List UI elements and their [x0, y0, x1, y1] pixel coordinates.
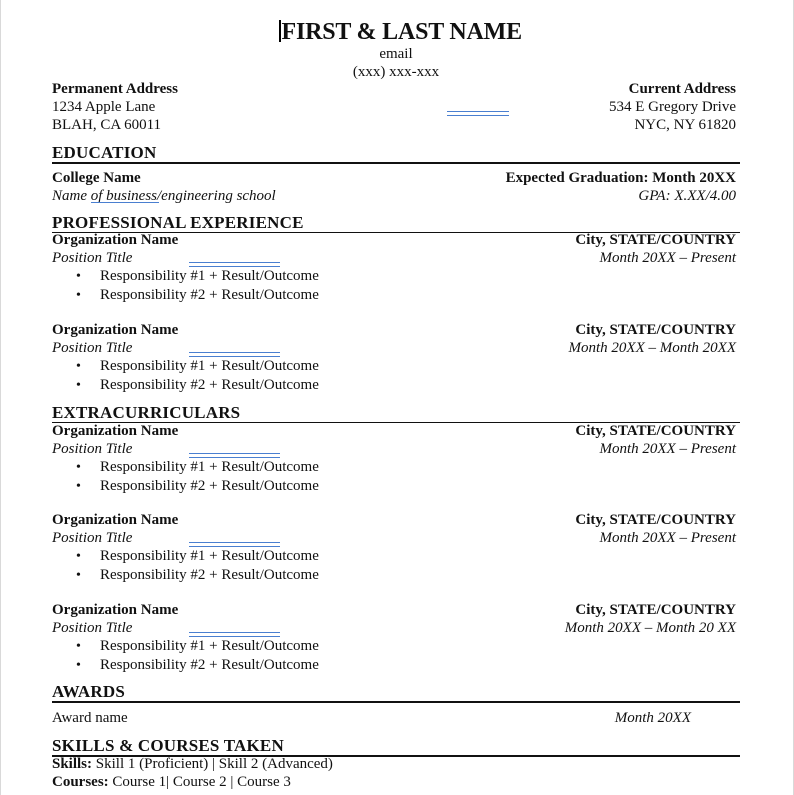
extra2-dates: Month 20XX – Present — [599, 530, 736, 546]
exp1-dates: Month 20XX – Present — [599, 250, 736, 266]
skills-row — [52, 756, 736, 774]
bullet-item: • Responsibility #2 + Result/Outcome — [76, 477, 319, 496]
award-row — [52, 710, 736, 728]
exp1-row2 — [52, 250, 736, 268]
exp2-row1 — [52, 322, 736, 340]
name-heading[interactable] — [279, 19, 522, 46]
permanent-address-label: Permanent Address — [52, 81, 178, 97]
exp1-position: Position Title — [52, 250, 133, 266]
email-line: email — [379, 46, 413, 62]
skills-line — [52, 756, 333, 773]
extra2-position: Position Title — [52, 530, 133, 546]
bullet-item: • Responsibility #1 + Result/Outcome — [76, 547, 319, 566]
current-address-line1: 534 E Gregory Drive — [608, 99, 736, 115]
extra3-row1 — [52, 602, 736, 620]
text-cursor — [279, 20, 281, 42]
extra1-dates: Month 20XX – Present — [599, 441, 736, 457]
bullet-item: • Responsibility #2 + Result/Outcome — [76, 566, 319, 585]
bullet-item: • Responsibility #1 + Result/Outcome — [76, 357, 319, 376]
extracurriculars-section-title: EXTRACURRICULARS — [52, 403, 740, 423]
exp1-row1 — [52, 232, 736, 250]
extra2-row2 — [52, 530, 736, 548]
extra2-row1 — [52, 512, 736, 530]
courses-label: Courses: — [52, 774, 109, 790]
school-name: Name of business/engineering school — [52, 188, 276, 204]
phone-line: (xxx) xxx-xxx — [352, 64, 440, 80]
courses-line — [52, 774, 291, 791]
address-label-row — [52, 81, 736, 99]
exp2-row2 — [52, 340, 736, 358]
courses-value: Course 1| Course 2 | Course 3 — [108, 774, 291, 790]
extra1-org: Organization Name — [52, 423, 179, 439]
education-row2 — [52, 188, 736, 206]
address-line1-row — [52, 99, 736, 117]
format-mark — [447, 111, 509, 116]
extra1-bullets — [76, 458, 319, 495]
skills-value: Skill 1 (Proficient) | Skill 2 (Advanced) — [92, 756, 333, 772]
extra3-location: City, STATE/COUNTRY — [575, 602, 736, 618]
extra1-row1 — [52, 423, 736, 441]
permanent-address-line1: 1234 Apple Lane — [52, 99, 156, 115]
extra3-org: Organization Name — [52, 602, 179, 618]
exp1-location: City, STATE/COUNTRY — [575, 232, 736, 248]
current-address-label: Current Address — [628, 81, 736, 97]
bullet-item: • Responsibility #2 + Result/Outcome — [76, 286, 319, 305]
skills-section-title: SKILLS & COURSES TAKEN — [52, 736, 740, 757]
spelling-underline — [91, 200, 159, 203]
award-name: Award name — [52, 710, 128, 726]
extra1-row2 — [52, 441, 736, 459]
bullet-item: • Responsibility #1 + Result/Outcome — [76, 267, 319, 286]
bullet-item: • Responsibility #2 + Result/Outcome — [76, 376, 319, 395]
exp2-org: Organization Name — [52, 322, 179, 338]
skills-label: Skills: — [52, 756, 93, 772]
bullet-item: • Responsibility #1 + Result/Outcome — [76, 637, 319, 656]
permanent-address-line2: BLAH, CA 60011 — [52, 117, 162, 133]
bullet-item: • Responsibility #1 + Result/Outcome — [76, 458, 319, 477]
exp2-position: Position Title — [52, 340, 133, 356]
extra2-location: City, STATE/COUNTRY — [575, 512, 736, 528]
exp1-org: Organization Name — [52, 232, 179, 248]
award-date: Month 20XX — [614, 710, 691, 726]
courses-row — [52, 774, 736, 792]
awards-section-title: AWARDS — [52, 682, 740, 703]
exp2-bullets — [76, 357, 319, 394]
exp1-bullets — [76, 267, 319, 304]
graduation-date: Expected Graduation: Month 20XX — [505, 170, 736, 186]
extra1-location: City, STATE/COUNTRY — [575, 423, 736, 439]
current-address-line2: NYC, NY 61820 — [634, 117, 736, 133]
extra2-bullets — [76, 547, 319, 584]
address-line2-row — [52, 117, 736, 135]
bullet-item: • Responsibility #2 + Result/Outcome — [76, 656, 319, 675]
college-name: College Name — [52, 170, 141, 186]
extra3-bullets — [76, 637, 319, 674]
experience-section-title: PROFESSIONAL EXPERIENCE — [52, 213, 740, 233]
education-section-title: EDUCATION — [52, 143, 740, 164]
exp2-location: City, STATE/COUNTRY — [575, 322, 736, 338]
extra1-position: Position Title — [52, 441, 133, 457]
gpa: GPA: X.XX/4.00 — [638, 188, 736, 204]
name-text: FIRST & LAST NAME — [281, 19, 522, 45]
education-row1 — [52, 170, 736, 188]
extra2-org: Organization Name — [52, 512, 179, 528]
extra3-row2 — [52, 620, 736, 638]
exp2-dates: Month 20XX – Month 20XX — [568, 340, 736, 356]
extra3-position: Position Title — [52, 620, 133, 636]
extra3-dates: Month 20XX – Month 20 XX — [564, 620, 736, 636]
